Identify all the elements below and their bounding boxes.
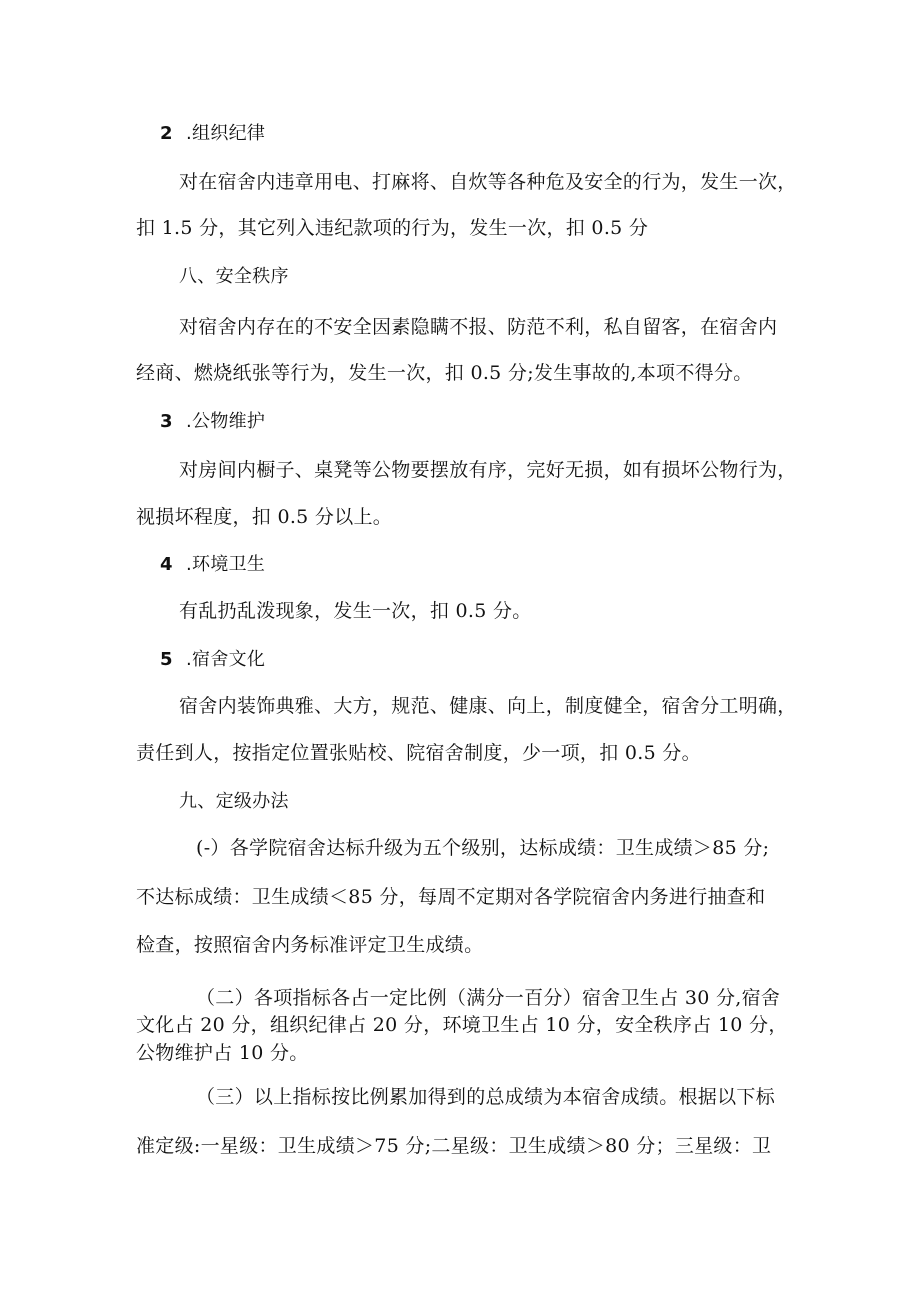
paragraph-line: 视损坏程度，扣 0.5 分以上。 bbox=[136, 506, 393, 528]
section-heading-safety-order: 八、安全秩序 bbox=[179, 266, 289, 287]
section-heading-grading: 九、定级办法 bbox=[179, 791, 289, 812]
paragraph-line: 文化占 20 分，组织纪律占 20 分，环境卫生占 10 分，安全秩序占 10 分， bbox=[136, 1014, 788, 1036]
section-heading-environment bbox=[160, 552, 265, 577]
paragraph-line: （三）以上指标按比例累加得到的总成绩为本宿舍成绩。根据以下标 bbox=[196, 1086, 776, 1108]
section-number: 2 bbox=[160, 123, 173, 144]
section-title: .环境卫生 bbox=[186, 554, 266, 575]
section-number: 3 bbox=[160, 411, 173, 432]
paragraph-line: 对房间内橱子、桌凳等公物要摆放有序，完好无损，如有损坏公物行为， bbox=[179, 459, 797, 481]
paragraph-line: 准定级:一星级：卫生成绩＞75 分;二星级：卫生成绩＞80 分；三星级：卫 bbox=[136, 1135, 772, 1157]
paragraph-line: 对宿舍内存在的不安全因素隐瞒不报、防范不利，私自留客，在宿舍内 bbox=[179, 316, 778, 338]
paragraph-line: 扣 1.5 分，其它列入违纪款项的行为，发生一次，扣 0.5 分 bbox=[136, 217, 649, 239]
section-number: 5 bbox=[160, 649, 173, 670]
section-number: 4 bbox=[160, 554, 173, 575]
paragraph-line: 检查，按照宿舍内务标准评定卫生成绩。 bbox=[136, 934, 484, 956]
paragraph-line: 不达标成绩：卫生成绩＜85 分，每周不定期对各学院宿舍内务进行抽查和 bbox=[136, 886, 766, 908]
paragraph-line: 宿舍内装饰典雅、大方，规范、健康、向上，制度健全，宿舍分工明确， bbox=[179, 695, 797, 717]
section-title: .组织纪律 bbox=[186, 123, 266, 144]
section-title: .宿舍文化 bbox=[186, 649, 266, 670]
paragraph-line: 有乱扔乱泼现象，发生一次，扣 0.5 分。 bbox=[179, 600, 532, 622]
paragraph-line: 责任到人，按指定位置张贴校、院宿舍制度，少一项，扣 0.5 分。 bbox=[136, 742, 701, 764]
paragraph-line: 公物维护占 10 分。 bbox=[136, 1042, 309, 1064]
section-title: .公物维护 bbox=[186, 411, 266, 432]
paragraph-line: (-）各学院宿舍达标升级为五个级别，达标成绩：卫生成绩＞85 分; bbox=[196, 837, 770, 859]
section-heading-dorm-culture bbox=[160, 647, 265, 672]
paragraph-line: 经商、燃烧纸张等行为，发生一次，扣 0.5 分;发生事故的,本项不得分。 bbox=[136, 362, 753, 384]
paragraph-line: （二）各项指标各占一定比例（满分一百分）宿舍卫生占 30 分,宿舍 bbox=[196, 987, 781, 1009]
section-heading-discipline bbox=[160, 121, 265, 146]
section-heading-public-property bbox=[160, 409, 265, 434]
paragraph-line: 对在宿舍内违章用电、打麻将、自炊等各种危及安全的行为，发生一次， bbox=[179, 171, 797, 193]
